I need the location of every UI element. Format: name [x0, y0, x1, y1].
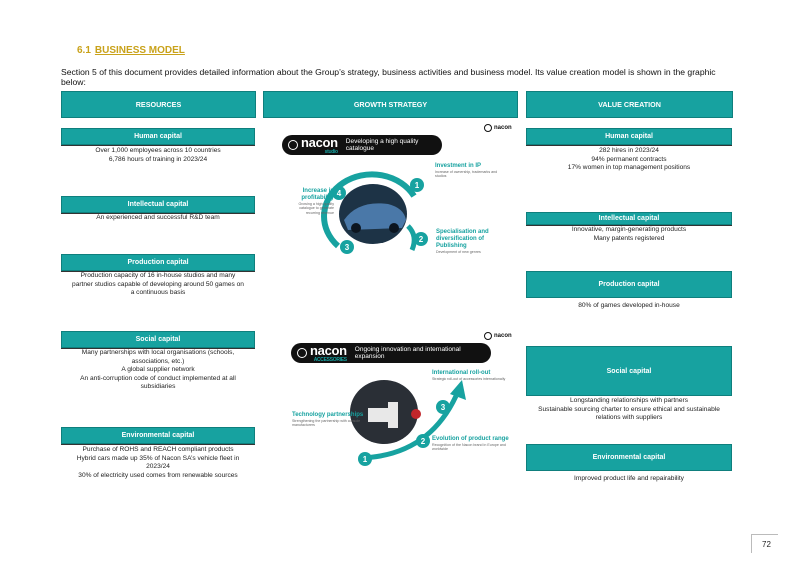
resource-production-capital-label: Production capital [61, 254, 255, 271]
growth-strategy-header: GROWTH STRATEGY [263, 91, 518, 118]
resource-human-capital-label: Human capital [61, 128, 255, 145]
intro-paragraph: Section 5 of this document provides detailed information about the Group’s strategy, business activities and business model. Its value creation model is shown in the graphic below: [61, 67, 716, 87]
nacon-logo-icon [297, 348, 307, 358]
section-title [77, 45, 185, 56]
graphic2-banner [291, 343, 491, 363]
step-3-caption: International roll-out Strategic roll-out of accessories internationally [432, 370, 506, 381]
value-social-capital-text: Longstanding relationships with partners Sustainable sourcing charter to ensure ethical and sustainable relations with suppliers [538, 397, 720, 422]
nacon-logo-icon [288, 140, 298, 150]
value-production-capital-text: 80% of games developed in-house [578, 302, 680, 309]
growth-graphic-accessories [278, 330, 518, 470]
graphic2-banner-text: Ongoing innovation and international expansion [354, 346, 461, 360]
nacon-brand: nacon ACCESSORIES [297, 343, 347, 363]
value-intellectual-capital-label: Intellectual capital [526, 212, 732, 225]
value-environmental-capital-label: Environmental capital [526, 444, 732, 471]
value-production-capital-label: Production capital [526, 271, 732, 298]
section-title-text[interactable]: BUSINESS MODEL [94, 45, 185, 56]
value-intellectual-capital-text: Innovative, margin-generating products Many patents registered [571, 226, 687, 242]
step-2-badge: 2 [414, 232, 428, 246]
graphic1-banner [282, 135, 442, 155]
page-number: 72 [762, 540, 771, 549]
step-4-badge: 4 [332, 186, 346, 200]
section-number: 6.1 [77, 45, 91, 56]
resource-intellectual-capital-label: Intellectual capital [61, 196, 255, 213]
value-social-capital-label: Social capital [526, 346, 732, 396]
step-3-badge: 3 [340, 240, 354, 254]
corner-logo: nacon [484, 332, 512, 340]
resource-human-capital-text: Over 1,000 employees across 10 countries 6,786 hours of training in 2023/24 [95, 147, 221, 163]
value-creation-header: VALUE CREATION [526, 91, 733, 118]
graphic1-banner-text: Developing a high quality catalogue [345, 138, 419, 152]
resources-header: RESOURCES [61, 91, 256, 118]
step-2-badge: 2 [416, 434, 430, 448]
step-3-badge: 3 [436, 400, 450, 414]
resource-social-capital-label: Social capital [61, 331, 255, 348]
resource-environmental-capital-text: Purchase of ROHS and REACH compliant products Hybrid cars made up 35% of Nacon SA’s vehicle fleet in 2023/24 30% of electricity used comes from renewable sources [76, 446, 240, 479]
corner-logo: nacon [484, 124, 512, 132]
growth-graphic-publishing [278, 122, 518, 262]
step-1-badge: 1 [358, 452, 372, 466]
nacon-logo-icon [484, 332, 492, 340]
resource-social-capital-text: Many partnerships with local organisations (schools, associations, etc.) A global supplier network An anti-corruption code of conduct implemented at all subsidiaries [80, 349, 236, 391]
resource-intellectual-capital-text: An experienced and successful R&D team [96, 214, 220, 221]
step-1-caption: Investment in IP Increase of ownership, trademarks and studios [435, 163, 498, 179]
resource-production-capital-text: Production capacity of 16 in-house studios and many partner studios capable of developing around 50 games on a continuous basis [72, 272, 244, 297]
step-4-caption: Technology partnerships Strengthening the partnership with console manufacturers [292, 412, 364, 428]
resource-environmental-capital-label: Environmental capital [61, 427, 255, 444]
value-human-capital-label: Human capital [526, 128, 732, 145]
nacon-brand: nacon studio [288, 135, 338, 155]
step-2-caption: Specialisation and diversification of Publishing Development of new genres [436, 229, 489, 254]
step-1-badge: 1 [410, 178, 424, 192]
step-2-caption: Evolution of product range Recognition of the Nacon brand in Europe and worldwide [432, 436, 509, 452]
nacon-logo-icon [484, 124, 492, 132]
value-environmental-capital-text: Improved product life and repairability [574, 475, 684, 482]
step-4-caption: Increase in profitability Growing a high quality catalogue to generate recurring revenue [298, 188, 334, 215]
value-human-capital-text: 282 hires in 2023/24 94% permanent contracts 17% women in top management positions [567, 147, 691, 172]
